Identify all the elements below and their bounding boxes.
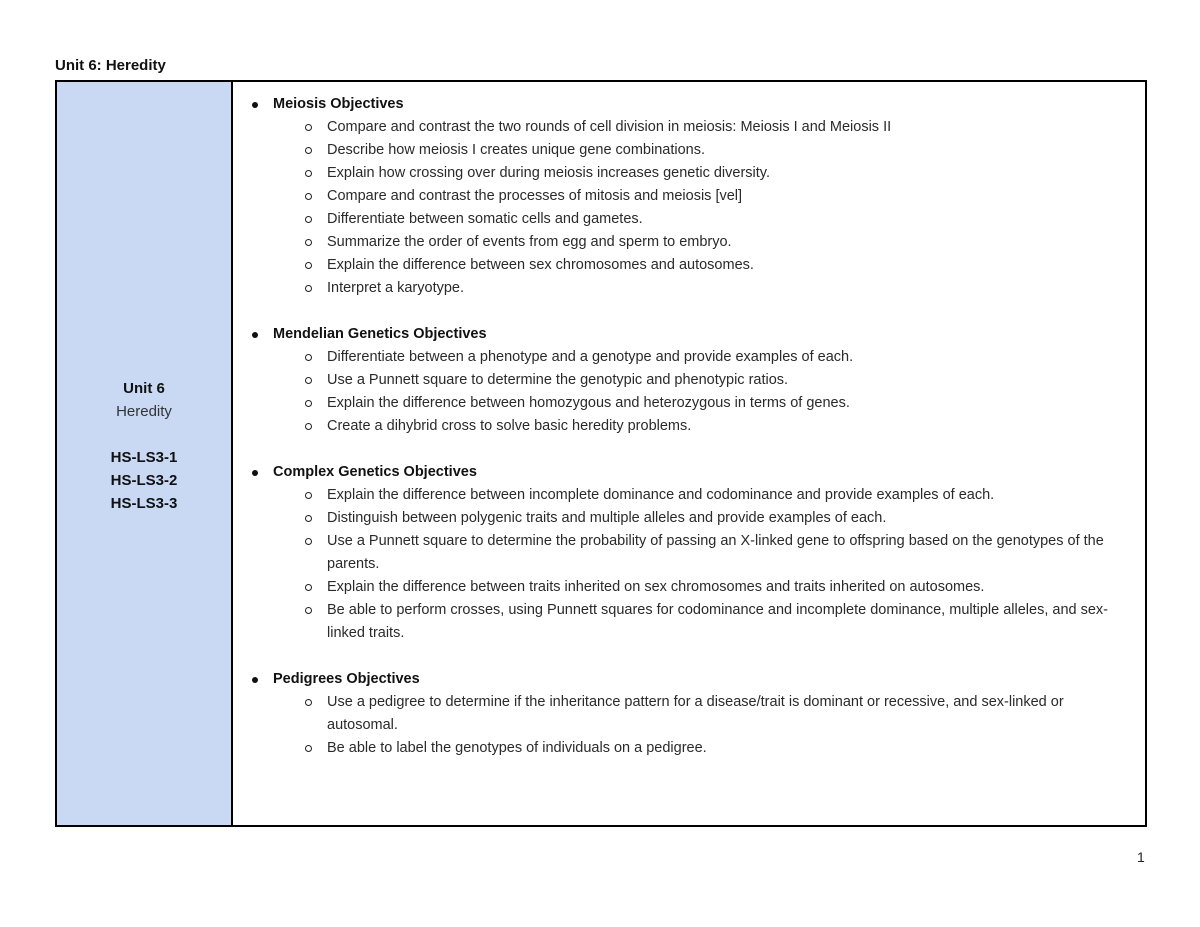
section-complex-genetics bbox=[247, 461, 1137, 645]
list-item: Compare and contrast the two rounds of cell division in meiosis: Meiosis I and Meiosis II bbox=[327, 116, 1137, 139]
list-item: Explain the difference between incomplete dominance and codominance and provide examples of each. bbox=[327, 484, 1137, 507]
unit-summary-cell bbox=[57, 82, 233, 825]
list-item: Explain how crossing over during meiosis increases genetic diversity. bbox=[327, 162, 1137, 185]
objective-list bbox=[247, 116, 1137, 300]
section-title: Complex Genetics Objectives bbox=[247, 461, 1137, 484]
section-title: Mendelian Genetics Objectives bbox=[247, 323, 1137, 346]
list-item: Explain the difference between sex chromosomes and autosomes. bbox=[327, 254, 1137, 277]
standard-code: HS-LS3-3 bbox=[110, 495, 178, 512]
list-item: Explain the difference between traits inherited on sex chromosomes and traits inherited on autosomes. bbox=[327, 576, 1137, 599]
list-item: Be able to perform crosses, using Punnett squares for codominance and incomplete dominance, multiple alleles, and sex-linked traits. bbox=[327, 599, 1137, 645]
standards-list bbox=[111, 446, 178, 515]
unit-label: Unit 6 bbox=[123, 380, 165, 397]
objective-list bbox=[247, 484, 1137, 645]
list-item: Differentiate between a phenotype and a genotype and provide examples of each. bbox=[327, 346, 1137, 369]
list-item: Compare and contrast the processes of mitosis and meiosis [vel] bbox=[327, 185, 1137, 208]
standard-code: HS-LS3-1 bbox=[110, 449, 178, 466]
list-item: Use a Punnett square to determine the probability of passing an X-linked gene to offspring based on the genotypes of the parents. bbox=[327, 530, 1137, 576]
list-item: Summarize the order of events from egg and sperm to embryo. bbox=[327, 231, 1137, 254]
list-item: Distinguish between polygenic traits and multiple alleles and provide examples of each. bbox=[327, 507, 1137, 530]
section-title: Pedigrees Objectives bbox=[247, 668, 1137, 691]
unit-table bbox=[55, 80, 1147, 827]
objective-list bbox=[247, 691, 1137, 760]
section-mendelian-genetics bbox=[247, 323, 1137, 438]
list-item: Create a dihybrid cross to solve basic heredity problems. bbox=[327, 415, 1137, 438]
unit-name: Heredity bbox=[116, 403, 172, 420]
standard-code: HS-LS3-2 bbox=[110, 472, 178, 489]
list-item: Interpret a karyotype. bbox=[327, 277, 1137, 300]
list-item: Use a pedigree to determine if the inheritance pattern for a disease/trait is dominant or recessive, and sex-linked or autosomal. bbox=[327, 691, 1137, 737]
page-number: 1 bbox=[1137, 849, 1145, 865]
list-item: Differentiate between somatic cells and gametes. bbox=[327, 208, 1137, 231]
section-meiosis bbox=[247, 93, 1137, 300]
section-pedigrees bbox=[247, 668, 1137, 760]
section-title: Meiosis Objectives bbox=[247, 93, 1137, 116]
page-title: Unit 6: Heredity bbox=[55, 57, 166, 74]
list-item: Be able to label the genotypes of individuals on a pedigree. bbox=[327, 737, 1137, 760]
list-item: Describe how meiosis I creates unique gene combinations. bbox=[327, 139, 1137, 162]
objective-list bbox=[247, 346, 1137, 438]
objectives-cell bbox=[233, 82, 1145, 825]
list-item: Explain the difference between homozygous and heterozygous in terms of genes. bbox=[327, 392, 1137, 415]
list-item: Use a Punnett square to determine the genotypic and phenotypic ratios. bbox=[327, 369, 1137, 392]
